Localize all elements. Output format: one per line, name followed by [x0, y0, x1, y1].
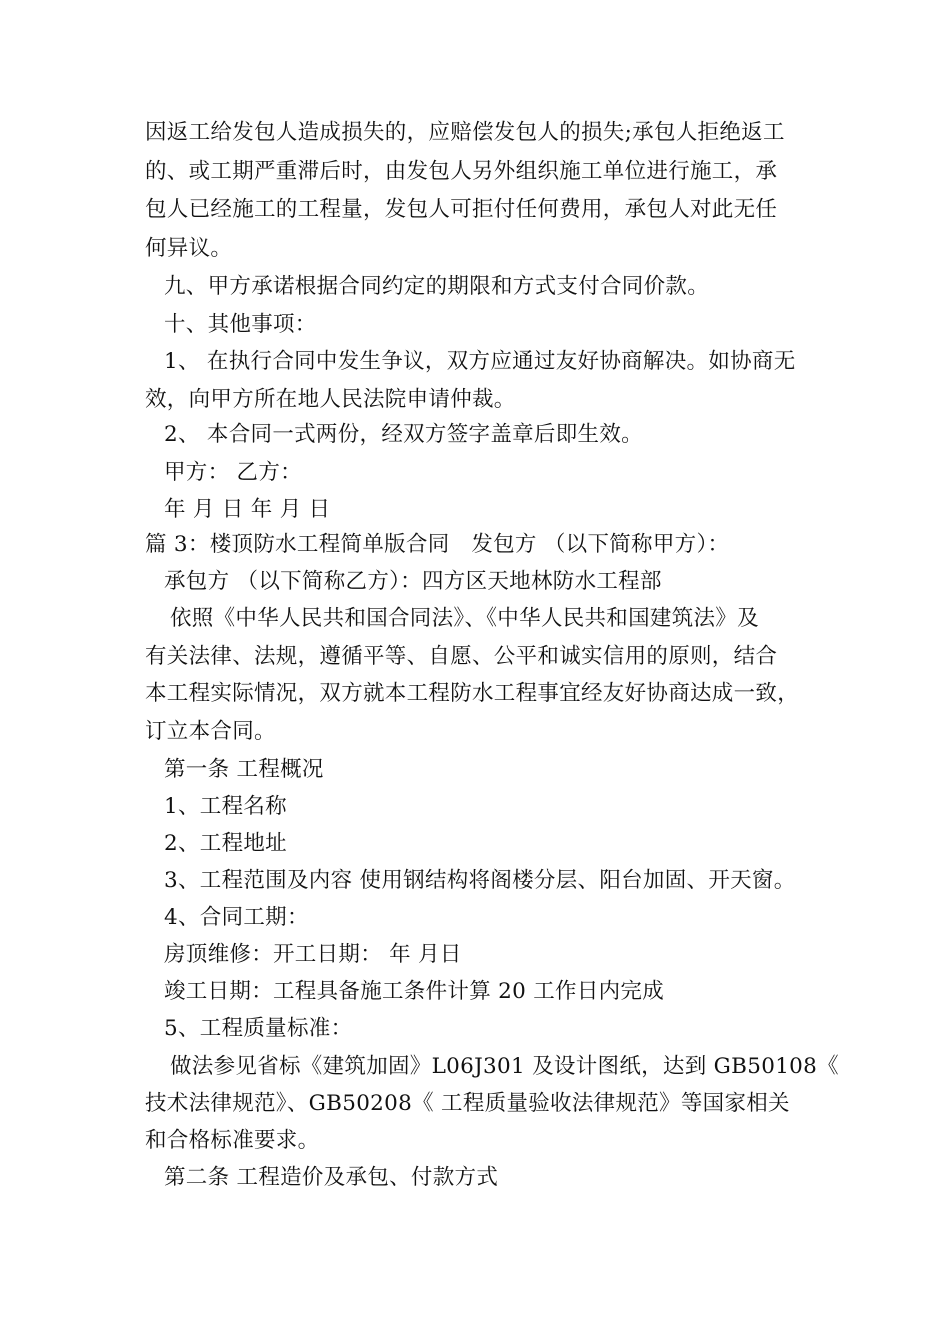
article-one-heading: 第一条 工程概况	[164, 757, 324, 782]
article-two-heading: 第二条 工程造价及承包、付款方式	[164, 1165, 499, 1190]
list-item: 4、合同工期：	[164, 905, 309, 930]
contractor-line: 承包方 （以下简称乙方）：四方区天地林防水工程部	[164, 569, 662, 594]
paragraph-line: 竣工日期：工程具备施工条件计算 20 工作日内完成	[164, 979, 665, 1004]
paragraph-line: 和合格标准要求。	[145, 1128, 320, 1153]
clause-2: 2、 本合同一式两份，经双方签字盖章后即生效。	[164, 422, 643, 447]
paragraph-line: 本工程实际情况，双方就本工程防水工程事宜经友好协商达成一致，	[145, 681, 800, 706]
list-item: 3、工程范围及内容 使用钢结构将阁楼分层、阳台加固、开天窗。	[164, 868, 796, 893]
clause-1: 1、 在执行合同中发生争议，双方应通过友好协商解决。如协商无	[164, 349, 796, 374]
list-item: 2、工程地址	[164, 831, 287, 856]
party-signature-line: 甲方： 乙方：	[164, 460, 302, 485]
paragraph-line: 有关法律、法规，遵循平等、自愿、公平和诚实信用的原则，结合	[145, 644, 778, 669]
paragraph-line: 订立本合同。	[145, 719, 276, 744]
list-item: 5、工程质量标准：	[164, 1016, 353, 1041]
paragraph-line: 效，向甲方所在地人民法院申请仲裁。	[145, 387, 516, 412]
paragraph-line: 房顶维修：开工日期： 年 月日	[164, 942, 462, 967]
section-nine: 九、甲方承诺根据合同约定的期限和方式支付合同价款。	[164, 274, 710, 299]
date-line: 年 月 日 年 月 日	[164, 497, 331, 522]
section-ten-heading: 十、其他事项：	[164, 312, 317, 337]
paragraph-line: 包人已经施工的工程量，发包人可拒付任何费用，承包人对此无任	[145, 197, 778, 222]
paragraph-line: 做法参见省标《建筑加固》L06J301 及设计图纸，达到 GB50108《	[170, 1054, 839, 1079]
paragraph-line: 的、或工期严重滞后时，由发包人另外组织施工单位进行施工，承	[145, 159, 778, 184]
paragraph-line: 何异议。	[145, 236, 233, 261]
chapter-heading: 篇 3：楼顶防水工程简单版合同 发包方 （以下简称甲方）：	[145, 532, 730, 557]
paragraph-line: 技术法律规范》、GB50208《 工程质量验收法律规范》等国家相关	[145, 1091, 790, 1116]
paragraph-line: 依照《中华人民共和国合同法》、《中华人民共和国建筑法》及	[170, 606, 759, 631]
paragraph-line: 因返工给发包人造成损失的，应赔偿发包人的损失;承包人拒绝返工	[145, 120, 785, 145]
list-item: 1、工程名称	[164, 794, 287, 819]
